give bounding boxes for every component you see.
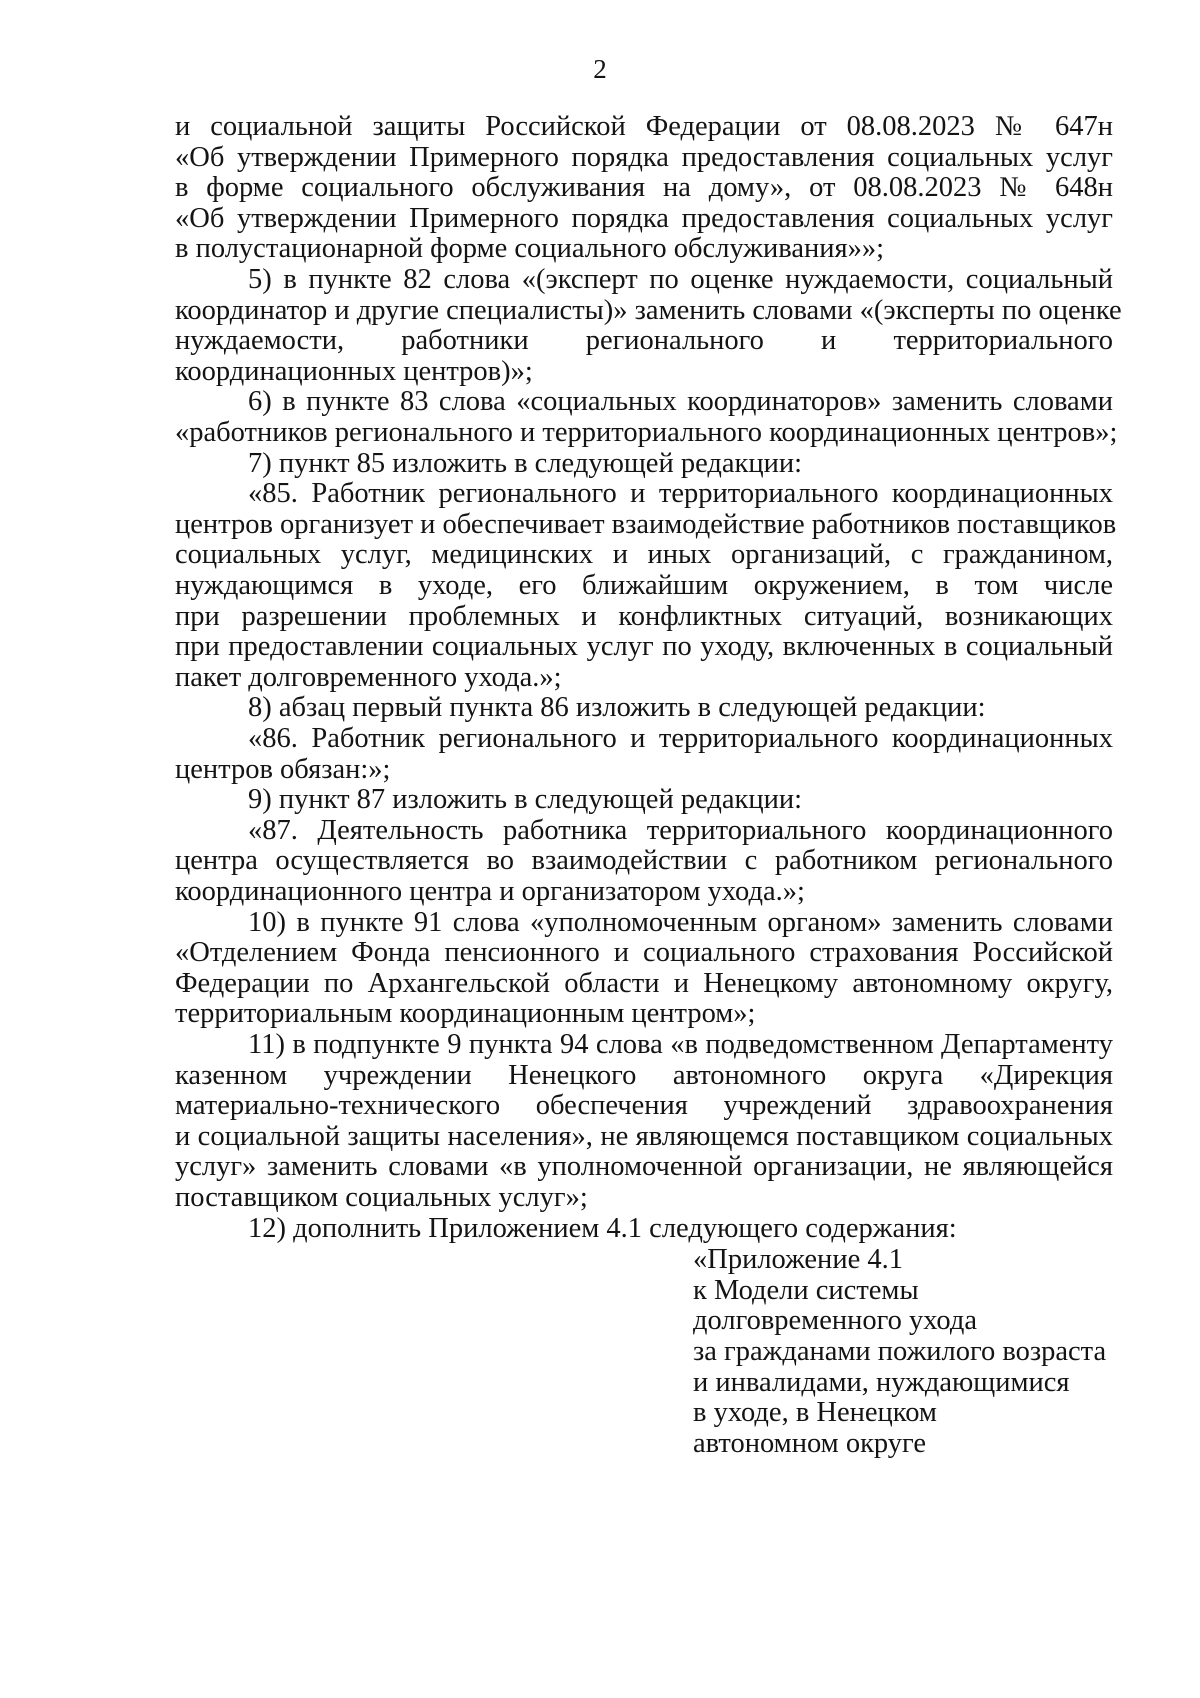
text-line: при разрешении проблемных и конфликтных ситуаций, возникающих xyxy=(175,600,1113,632)
appendix-header-line: «Приложение 4.1 xyxy=(693,1244,903,1276)
appendix-header-line: и инвалидами, нуждающимися xyxy=(693,1366,1070,1398)
text-line: поставщиком социальных услуг»; xyxy=(175,1182,588,1213)
text-line: материально-технического обеспечения учреждений здравоохранения xyxy=(175,1090,1113,1122)
text-line: центров организует и обеспечивает взаимодействие работников поставщиков xyxy=(175,508,1117,540)
text-line: «Об утверждении Примерного порядка предоставления социальных услуг xyxy=(175,141,1113,173)
appendix-header-line: к Модели системы xyxy=(693,1274,919,1306)
appendix-header-line: автономном округе xyxy=(693,1427,927,1459)
text-line: социальных услуг, медицинских и иных организаций, с гражданином, xyxy=(175,539,1113,571)
text-line: пакет долговременного ухода.»; xyxy=(175,661,562,693)
text-line: в форме социального обслуживания на дому», от 08.08.2023 № 648н xyxy=(175,172,1113,204)
appendix-header-line: за гражданами пожилого возраста xyxy=(693,1336,1107,1367)
text-line: 11) в подпункте 9 пункта 94 слова «в подведомственном Департаменту xyxy=(248,1029,1113,1060)
text-line: и социальной защиты Российской Федерации от 08.08.2023 № 647н xyxy=(175,111,1113,142)
text-line: 8) абзац первый пункта 86 изложить в следующей редакции: xyxy=(248,692,986,724)
text-line: 6) в пункте 83 слова «социальных координаторов» заменить словами xyxy=(248,386,1113,418)
text-line: центра осуществляется во взаимодействии с работником регионального xyxy=(175,845,1113,877)
text-line: 9) пункт 87 изложить в следующей редакции: xyxy=(248,784,803,816)
appendix-header-line: в уходе, в Ненецком xyxy=(693,1397,937,1429)
text-line: центров обязан:»; xyxy=(175,753,391,785)
appendix-header-line: долговременного ухода xyxy=(693,1305,977,1337)
text-line: услуг» заменить словами «в уполномоченной организации, не являющейся xyxy=(175,1151,1113,1183)
text-line: 7) пункт 85 изложить в следующей редакции: xyxy=(248,447,803,479)
text-line: казенном учреждении Ненецкого автономного округа «Дирекция xyxy=(175,1059,1113,1091)
text-line: нуждающимся в уходе, его ближайшим окружением, в том числе xyxy=(175,570,1113,601)
text-line: «Отделением Фонда пенсионного и социального страхования Российской xyxy=(175,937,1113,969)
text-line: Федерации по Архангельской области и Ненецкому автономному округу, xyxy=(175,967,1113,999)
text-line: 12) дополнить Приложением 4.1 следующего содержания: xyxy=(248,1212,957,1244)
text-line: координатор и другие специалисты)» заменить словами «(эксперты по оценке xyxy=(175,294,1122,326)
text-line: 5) в пункте 82 слова «(эксперт по оценке нуждаемости, социальный xyxy=(248,264,1113,295)
text-line: «86. Работник регионального и территориального координационных xyxy=(248,723,1113,754)
text-line: 10) в пункте 91 слова «уполномоченным органом» заменить словами xyxy=(248,906,1113,938)
text-line: «Об утверждении Примерного порядка предоставления социальных услуг xyxy=(175,202,1113,234)
text-line: территориальным координационным центром»; xyxy=(175,998,756,1030)
text-line: нуждаемости, работники регионального и территориального xyxy=(175,325,1113,357)
page-number: 2 xyxy=(593,54,607,84)
text-line: координационного центра и организатором ухода.»; xyxy=(175,876,805,907)
text-line: «работников регионального и территориального координационных центров»; xyxy=(175,417,1118,448)
text-line: в полустационарной форме социального обслуживания»»; xyxy=(175,233,884,265)
text-line: «87. Деятельность работника территориального координационного xyxy=(248,814,1113,846)
text-line: координационных центров)»; xyxy=(175,355,533,387)
text-line: и социальной защиты населения», не являющемся поставщиком социальных xyxy=(175,1120,1113,1152)
text-line: при предоставлении социальных услуг по уходу, включенных в социальный xyxy=(175,631,1113,663)
text-line: «85. Работник регионального и территориального координационных xyxy=(248,478,1113,510)
